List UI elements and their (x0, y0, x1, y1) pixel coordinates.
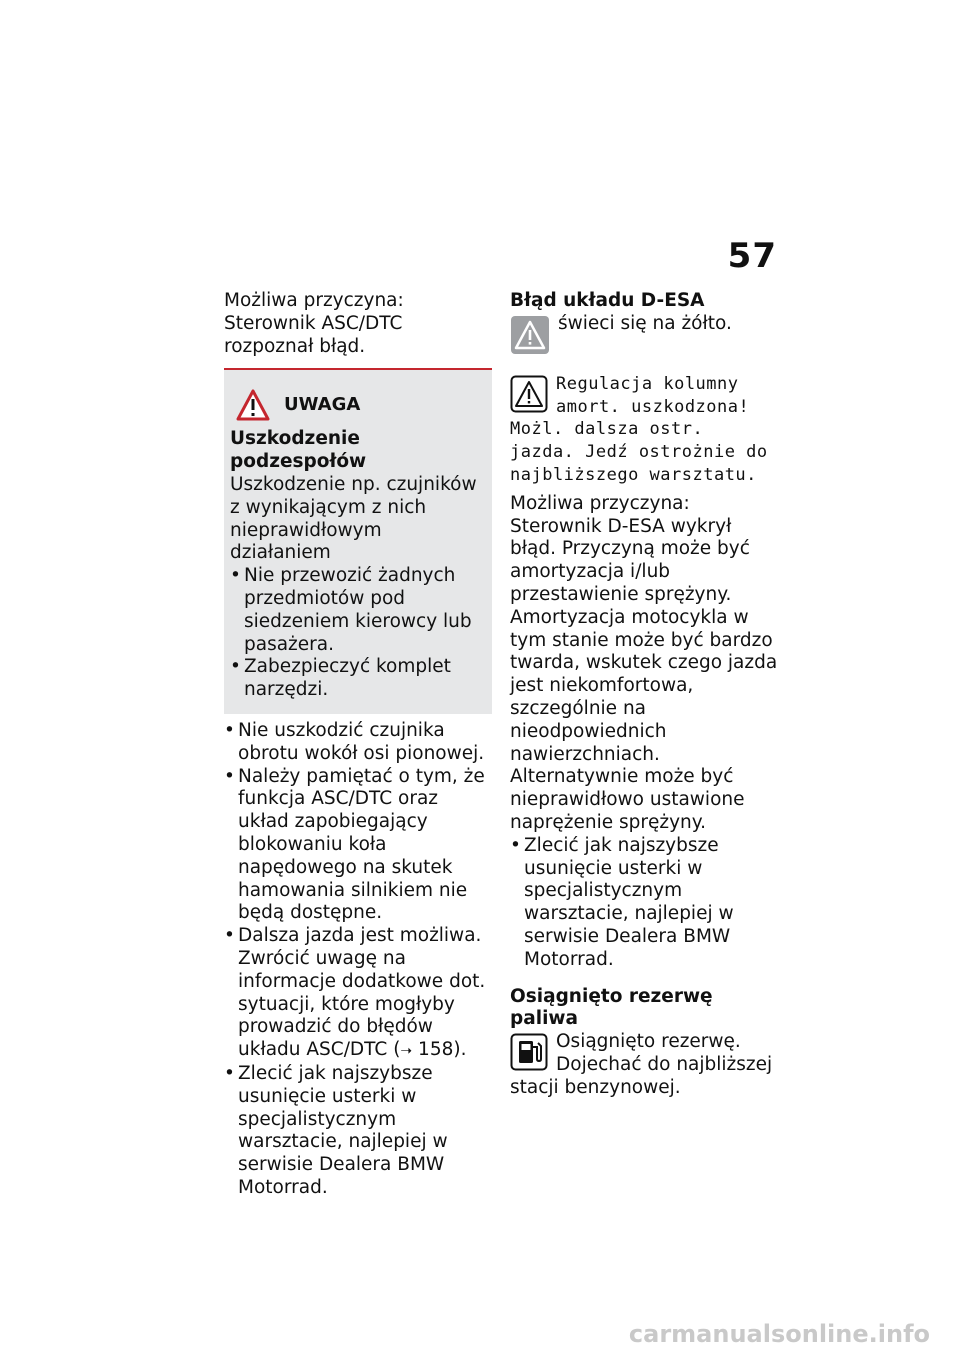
list-item: • Należy pamiętać o tym, że funkcja ASC/DTC oraz układ zapobiegający blokowaniu koła napędowego na skutek hamowania silnikiem nie będą dostępne. (224, 766, 492, 926)
section-title-desa: Błąd układu D-ESA (510, 290, 705, 311)
reference-close: ). (453, 1039, 467, 1061)
warning-box (224, 368, 492, 714)
list-item: • Zlecić jak najszybsze usunięcie usterki w specjalistycznym warsztacie, najlepiej w serwisie Dealera BMW Motorrad. (224, 1063, 492, 1200)
watermark: carmanualsonline.info (628, 1320, 930, 1348)
list-item: • Zlecić jak najszybsze usunięcie usterki w specjalistycznym warsztacie, najlepiej w serwisie Dealera BMW Motorrad. (510, 835, 778, 972)
page-reference-arrow-icon: ➝ (400, 1043, 413, 1060)
warning-list (230, 565, 484, 702)
left-instructions (224, 720, 492, 1200)
lamp-row (510, 313, 778, 336)
display-message: Regulacja kolumny amort. uszkodzona! Możl. dalsza ostr. jazda. Jedź ostrożnie do najbliższego warsztatu. (510, 373, 768, 485)
warning-header (230, 382, 484, 428)
cause-text: Sterownik D-ESA wykrył błąd. Przyczyną może być amortyzacja i/lub przestawienie sprężyny. Amortyzacja motocykla w tym stanie może być bardzo twarda, wskutek czego jazda jest niekomfortowa, szczególnie na nieodpowiednich nawierzchniach. Alternatywnie może być nieprawidłowo ustawione naprężenie sprężyny. (510, 515, 778, 833)
page-number: 57 (727, 236, 777, 276)
cause-label: Możliwa przyczyna: (510, 492, 690, 514)
display-message-block (510, 373, 778, 487)
right-instructions (510, 835, 778, 972)
cause-text: Sterownik ASC/DTC rozpoznał błąd. (224, 312, 403, 357)
list-item: • Nie uszkodzić czujnika obrotu wokół osi pionowej. (224, 720, 492, 766)
list-item-text: Dalsza jazda jest możliwa. Zwrócić uwagę na informacje dodatkowe dot. sytuacji, które mogłyby prowadzić do błędów układu ASC/DTC ( (238, 925, 486, 1061)
list-item: • Nie przewozić żadnych przedmiotów pod siedzeniem kierowcy lub pasażera. (230, 565, 484, 656)
warning-label: UWAGA (284, 393, 361, 415)
page-reference[interactable]: 158 (418, 1039, 454, 1061)
fuel-reserve-text: Osiągnięto rezerwę. Dojechać do najbliższej stacji benzynowej. (510, 1031, 773, 1098)
fuel-reserve-icon (510, 1033, 548, 1071)
section-title-fuel: Osiągnięto rezerwę paliwa (510, 985, 713, 1030)
lamp-status-text: świeci się na żółto. (558, 312, 732, 334)
display-warning-icon (510, 375, 548, 413)
right-column (510, 290, 778, 1100)
list-item: • Zabezpieczyć komplet narzędzi. (230, 656, 484, 702)
fuel-row (510, 1031, 778, 1099)
general-warning-lamp-icon (510, 315, 550, 355)
warning-triangle-icon (236, 389, 270, 421)
warning-text: Uszkodzenie np. czujników z wynikającym z nich nieprawidłowym działaniem (230, 473, 477, 564)
left-column (224, 290, 492, 1200)
list-item (224, 925, 492, 1063)
warning-title: Uszkodzenie podzespołów (230, 428, 367, 473)
cause-label: Możliwa przyczyna: (224, 290, 404, 311)
